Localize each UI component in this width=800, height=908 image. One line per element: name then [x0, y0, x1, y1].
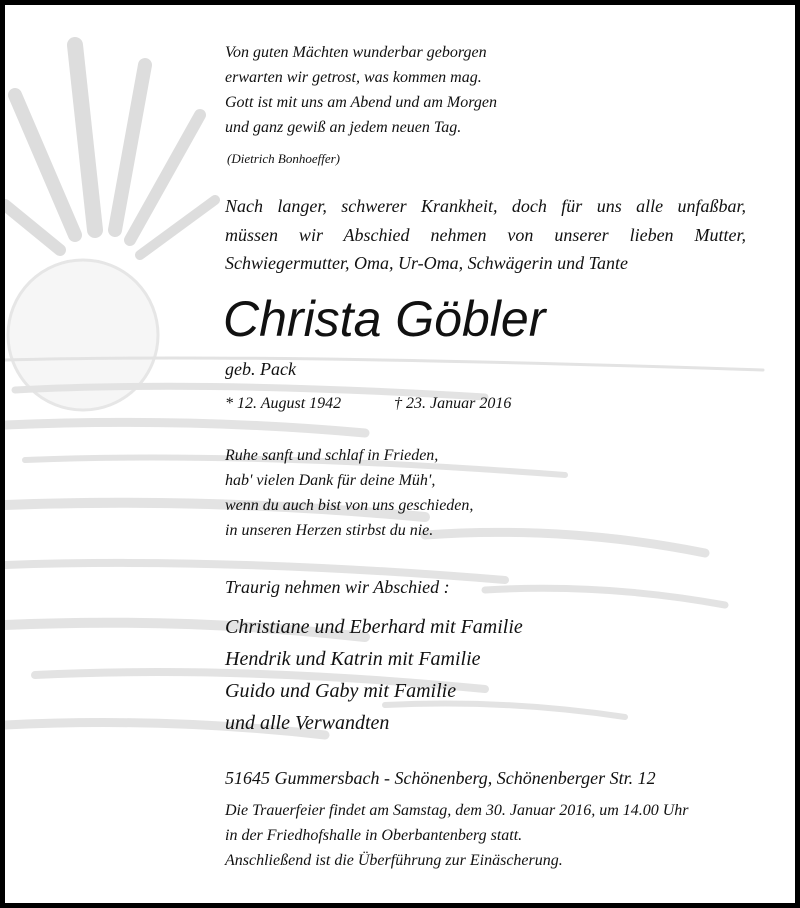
death-date: † 23. Januar 2016 — [394, 395, 512, 412]
verse-line-2: hab' vielen Dank für deine Müh', — [225, 472, 436, 489]
intro-line-1: Nach langer, schwerer Krankheit, doch für uns alle unfaßbar, — [225, 196, 746, 216]
mourner-1: Christiane und Eberhard mit Familie — [225, 616, 523, 638]
address: 51645 Gummersbach - Schönenberg, Schönenberger Str. 12 — [225, 768, 656, 788]
poem-line-4: und ganz gewiß an jedem neuen Tag. — [225, 119, 462, 136]
funeral-info-line-2: in der Friedhofshalle in Oberbantenberg statt. — [225, 827, 523, 844]
poem-author: (Dietrich Bonhoeffer) — [227, 151, 340, 166]
funeral-info-line-3: Anschließend ist die Überführung zur Einäscherung. — [225, 852, 563, 869]
mourner-3: Guido und Gaby mit Familie — [225, 680, 457, 702]
verse-line-4: in unseren Herzen stirbst du nie. — [225, 522, 434, 539]
verse-line-1: Ruhe sanft und schlaf in Frieden, — [225, 447, 439, 464]
mourner-2: Hendrik und Katrin mit Familie — [225, 648, 481, 670]
mourners-heading: Traurig nehmen wir Abschied : — [225, 577, 450, 597]
funeral-info-line-1: Die Trauerfeier findet am Samstag, dem 30. Januar 2016, um 14.00 Uhr — [225, 802, 689, 819]
deceased-name: Christa Göbler — [223, 291, 546, 347]
poem-line-3: Gott ist mit uns am Abend und am Morgen — [225, 94, 497, 111]
poem-line-2: erwarten wir getrost, was kommen mag. — [225, 69, 482, 86]
maiden-name: geb. Pack — [225, 359, 296, 379]
intro-line-2: müssen wir Abschied nehmen von unserer lieben Mutter, — [225, 225, 746, 245]
poem-line-1: Von guten Mächten wunderbar geborgen — [225, 44, 487, 61]
intro-line-3: Schwiegermutter, Oma, Ur-Oma, Schwägerin und Tante — [225, 253, 628, 273]
birth-date: * 12. August 1942 — [225, 395, 342, 412]
mourner-4: und alle Verwandten — [225, 712, 390, 734]
verse-line-3: wenn du auch bist von uns geschieden, — [225, 497, 474, 514]
